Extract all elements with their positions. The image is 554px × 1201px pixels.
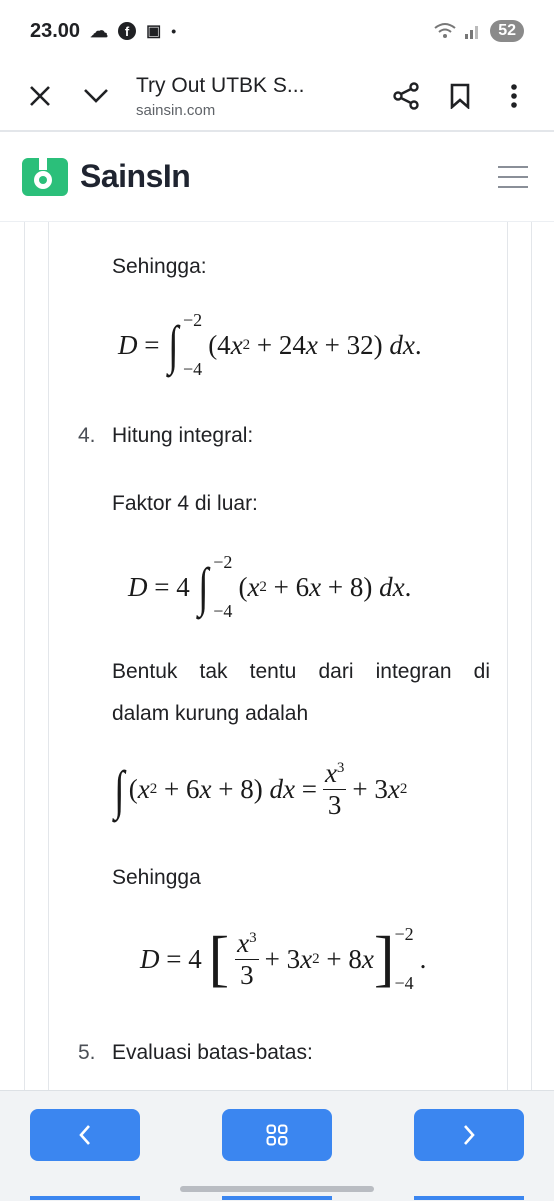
stripe-right bbox=[414, 1196, 524, 1200]
next-button[interactable] bbox=[414, 1109, 524, 1161]
menu-button[interactable] bbox=[498, 166, 528, 188]
wifi-icon bbox=[434, 22, 456, 40]
bookmark-button[interactable] bbox=[440, 76, 480, 116]
battery-indicator: 52 bbox=[490, 20, 524, 42]
close-button[interactable] bbox=[20, 76, 60, 116]
browser-toolbar bbox=[0, 62, 554, 130]
share-icon bbox=[392, 82, 420, 110]
previous-button[interactable] bbox=[30, 1109, 140, 1161]
expand-button[interactable] bbox=[76, 76, 116, 116]
step-4-heading: Hitung integral: bbox=[112, 424, 254, 447]
step-5-heading: Evaluasi batas-batas: bbox=[112, 1041, 313, 1064]
logo-text: SainsIn bbox=[80, 158, 191, 194]
equation-antiderivative-bounds: D = 4 [ $\frac{x^3}{3}$ + 3 x 2 + 8 x ] −2 −4 . bbox=[140, 924, 427, 993]
bookmark-icon bbox=[449, 83, 471, 109]
more-options-button[interactable] bbox=[494, 76, 534, 116]
screenshot-icon: ▣ bbox=[146, 23, 162, 40]
chevron-left-icon bbox=[78, 1124, 92, 1146]
page-url: sainsin.com bbox=[136, 101, 216, 119]
facebook-icon: f bbox=[118, 22, 136, 40]
cloud-icon: ☁ bbox=[90, 20, 109, 41]
stripe-center bbox=[222, 1196, 332, 1200]
equation-definite-integral: D = ∫ −2 −4 (4 x 2 + 24 x + 32) dx . bbox=[118, 310, 422, 379]
text-sehingga-2: Sehingga bbox=[112, 866, 201, 889]
equation-indefinite-integral: ∫ ( x 2 + 6 x + 8) dx = $\frac{x^3}{3}$ + 3 x 2 bbox=[114, 758, 408, 820]
site-header bbox=[0, 132, 554, 222]
step-number-5: 5. bbox=[78, 1041, 96, 1064]
gesture-home-bar[interactable] bbox=[180, 1186, 374, 1192]
text-bentuk-line1: Bentuk tak tentu dari integran di bbox=[112, 660, 490, 683]
hamburger-icon bbox=[498, 166, 528, 168]
status-time: 23.00 bbox=[30, 19, 81, 42]
page-title: Try Out UTBK S... bbox=[136, 73, 305, 97]
grid-icon bbox=[266, 1124, 288, 1146]
question-grid-button[interactable] bbox=[222, 1109, 332, 1161]
text-sehingga: Sehingga: bbox=[112, 255, 207, 278]
more-vert-icon bbox=[510, 83, 518, 109]
equation-factored-integral: D = 4 ∫ −2 −4 ( x 2 + 6 x + 8) dx . bbox=[128, 552, 412, 621]
stripe-left bbox=[30, 1196, 140, 1200]
step-number-4: 4. bbox=[78, 424, 96, 447]
dot-icon: • bbox=[171, 23, 177, 39]
status-bar bbox=[0, 0, 554, 62]
chevron-right-icon bbox=[462, 1124, 476, 1146]
signal-icon bbox=[464, 22, 482, 40]
text-bentuk-line2: dalam kurung adalah bbox=[112, 702, 309, 725]
bottom-navigation bbox=[0, 1090, 554, 1201]
text-faktor: Faktor 4 di luar: bbox=[112, 492, 258, 515]
chevron-down-icon bbox=[83, 87, 109, 105]
site-logo[interactable] bbox=[22, 158, 190, 196]
close-icon bbox=[28, 84, 52, 108]
share-button[interactable] bbox=[386, 76, 426, 116]
logo-icon bbox=[22, 158, 68, 196]
